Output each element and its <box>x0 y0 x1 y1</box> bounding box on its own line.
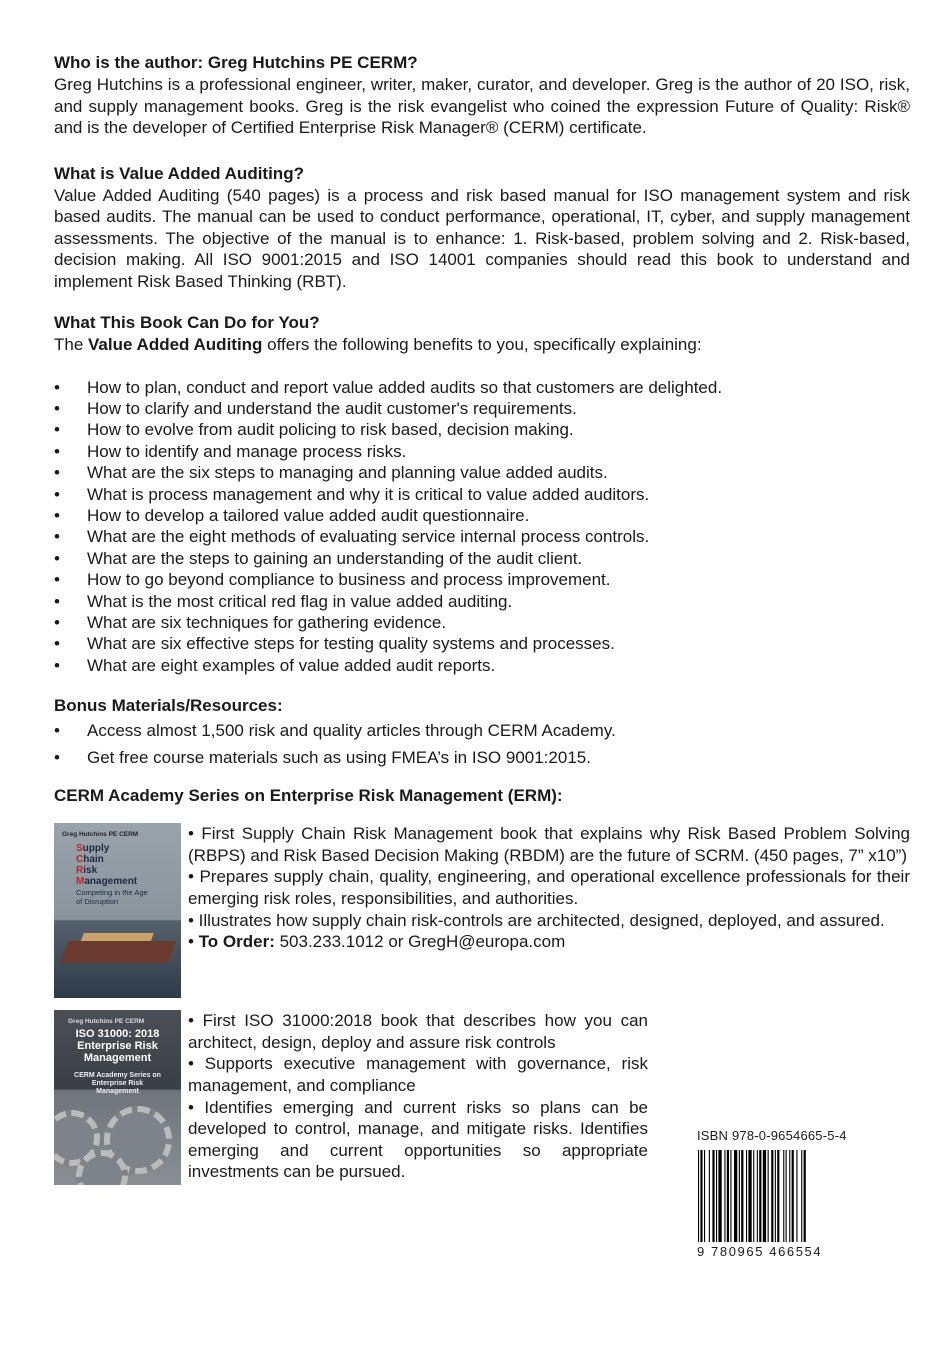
book-cover-supply-chain: Greg Hutchins PE CERM Supply Chain Risk Management Competing in the Age of Disruption <box>54 823 181 998</box>
isbn-label: ISBN 978-0-9654665-5-4 <box>697 1128 847 1143</box>
bullet-dot: • <box>54 463 60 483</box>
barcode-digits: 9 780965 466554 <box>697 1244 823 1259</box>
list-item: • What are six effective steps for testing quality systems and processes. <box>54 634 615 654</box>
list-item: • How to go beyond compliance to business and process improvement. <box>54 570 611 590</box>
author-heading: Who is the author: Greg Hutchins PE CERM? <box>54 53 418 72</box>
benefits-list <box>54 377 910 677</box>
benefits-intro: The Value Added Auditing offers the following benefits to you, specifically explaining: <box>54 335 702 354</box>
bullet-dot: • <box>54 748 60 768</box>
list-item: • What are the eight methods of evaluating service internal process controls. <box>54 527 650 547</box>
list-item: • How to clarify and understand the audit customer's requirements. <box>54 398 577 418</box>
list-item: • What are six techniques for gathering evidence. <box>54 612 447 632</box>
list-item: • What is process management and why it is critical to value added auditors. <box>54 484 650 504</box>
ship-shape <box>60 941 176 963</box>
book-title-bold: Value Added Auditing <box>88 335 263 354</box>
book1-description: • First Supply Chain Risk Management book that explains why Risk Based Problem Solving (RBPS) and Risk Based Decision Making (RBDM) are the future of SCRM. (450 pages, 7” x10”) • Prepares supply chain, quality, engineering, and operational excellence professionals for their emerging risk roles, responsibilities, and authorities. • Illustrates how supply chain risk-controls are architected, designed, deployed, and assured. • To Order: 503.233.1012 or GregH@europa.com <box>188 824 910 952</box>
list-item: • Access almost 1,500 risk and quality articles through CERM Academy. <box>54 717 910 744</box>
list-item: • What is the most critical red flag in value added auditing. <box>54 591 513 611</box>
back-cover-page <box>54 52 910 1185</box>
book-cover-iso-31000: Greg Hutchins PE CERM ISO 31000: 2018 Enterprise Risk Management CERM Academy Series on Enterprise Risk Management <box>54 1010 181 1185</box>
bullet-dot: • <box>54 420 60 440</box>
order-contact[interactable]: 503.233.1012 or GregH@europa.com <box>274 932 566 952</box>
bullet-dot: • <box>54 377 60 397</box>
barcode <box>697 1150 841 1242</box>
list-item: • How to identify and manage process risks. <box>54 441 407 461</box>
list-item: • What are the steps to gaining an understanding of the audit client. <box>54 548 583 568</box>
bullet-dot: • <box>54 548 60 568</box>
series-heading: CERM Academy Series on Enterprise Risk Management (ERM): <box>54 786 563 806</box>
author-body: Greg Hutchins is a professional engineer, writer, maker, curator, and developer. Greg is the author of 20 ISO, risk, and supply management books. Greg is the risk evangelist who coined the expression Future of Quality: Risk® and is the developer of Certified Enterprise Risk Manager® (CERM) certificate. <box>54 75 910 137</box>
bonus-section <box>54 695 910 771</box>
benefits-section <box>54 312 910 676</box>
bullet-dot: • <box>54 484 60 504</box>
list-item: • What are the six steps to managing and planning value added audits. <box>54 463 608 483</box>
bullet-dot: • <box>54 591 60 611</box>
bullet-dot: • <box>54 655 60 675</box>
book2-description: • First ISO 31000:2018 book that describes how you can architect, design, deploy and assure risk controls • Supports executive management with governance, risk management, and compliance • Identifies emerging and current risks so plans can be developed to control, manage, and mitigate risks. Identifies emerging and current opportunities so appropriate investments can be pursued. <box>188 1011 648 1182</box>
author-section <box>54 52 910 139</box>
bullet-dot: • <box>54 634 60 654</box>
bullet-dot: • <box>54 441 60 461</box>
bullet-dot: • <box>54 570 60 590</box>
list-item: • What are eight examples of value added audit reports. <box>54 655 496 675</box>
bullet-dot: • <box>54 505 60 525</box>
bullet-dot: • <box>54 398 60 418</box>
order-line: • To Order: 503.233.1012 or GregH@europa.com <box>188 932 566 952</box>
bullet-dot: • <box>54 721 60 741</box>
benefits-heading: What This Book Can Do for You? <box>54 313 320 332</box>
vaa-heading: What is Value Added Auditing? <box>54 163 304 183</box>
list-item: • How to evolve from audit policing to risk based, decision making. <box>54 420 574 440</box>
bullet-dot: • <box>54 527 60 547</box>
bonus-list <box>54 717 910 771</box>
cover-title: Supply Chain Risk Management <box>76 843 138 888</box>
series-section <box>54 785 910 1185</box>
bonus-heading: Bonus Materials/Resources: <box>54 696 283 716</box>
bullet-dot: • <box>54 612 60 632</box>
cover-subtitle: Competing in the Age of Disruption <box>76 888 148 906</box>
list-item: • Get free course materials such as using FMEA’s in ISO 9001:2015. <box>54 744 910 771</box>
book-supply-chain <box>54 823 910 998</box>
list-item: • How to develop a tailored value added audit questionnaire. <box>54 505 530 525</box>
list-item: • How to plan, conduct and report value added audits so that customers are delighted. <box>54 377 723 397</box>
vaa-section <box>54 163 910 293</box>
vaa-body: Value Added Auditing (540 pages) is a process and risk based manual for ISO management system and risk based audits. The manual can be used to conduct performance, operational, IT, cyber, and supply management assessments. The objective of the manual is to enhance: 1. Risk-based, problem solving and 2. Risk-based, decision making. All ISO 9001:2015 and ISO 14001 companies should read this book to understand and implement Risk Based Thinking (RBT). <box>54 185 910 291</box>
